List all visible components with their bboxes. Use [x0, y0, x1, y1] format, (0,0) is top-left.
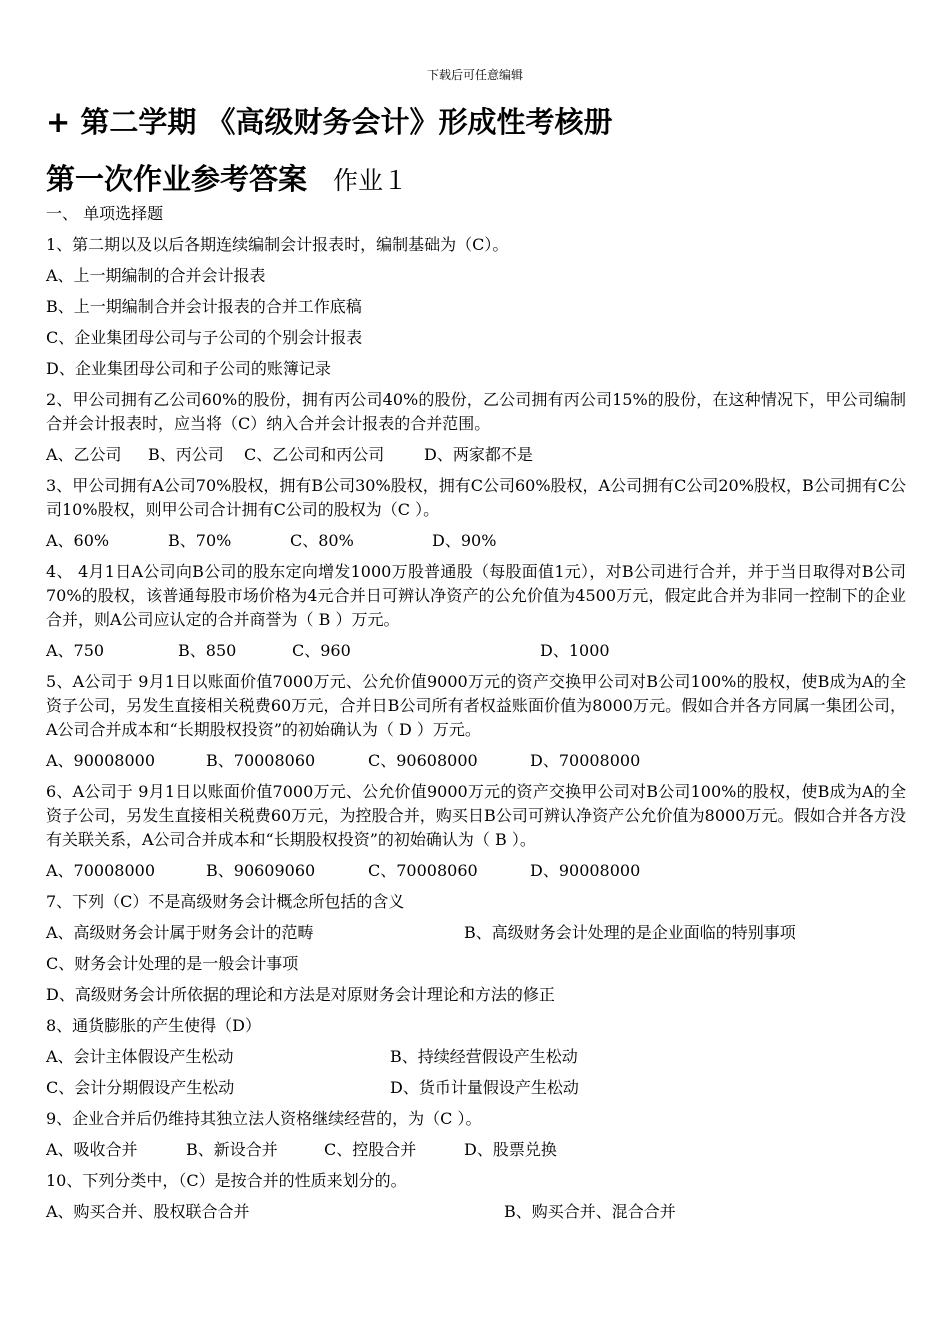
- option-6a: A、70008000: [46, 861, 155, 880]
- option-7c: C、财务会计处理的是一般会计事项: [46, 954, 299, 973]
- option-7d: D、高级财务会计所依据的理论和方法是对原财务会计理论和方法的修正: [46, 985, 555, 1004]
- option-5a: A、90008000: [46, 751, 155, 770]
- option-10b: B、购买合并、混合合并: [504, 1202, 676, 1221]
- option-2a: A、乙公司: [46, 445, 122, 464]
- document-title: + 第二学期 《高级财务会计》形成性考核册: [46, 105, 613, 139]
- option-4a: A、750: [46, 641, 105, 660]
- option-9d: D、股票兑换: [464, 1140, 557, 1159]
- options-6: [46, 859, 906, 883]
- option-5c: C、90608000: [368, 751, 478, 770]
- options-9: [46, 1138, 906, 1162]
- options-8cd: [46, 1076, 906, 1100]
- option-7a: A、高级财务会计属于财务会计的范畴: [46, 923, 314, 942]
- options-8ab: [46, 1045, 906, 1069]
- question-6: 6、A公司于 9月1日以账面价值7000万元、公允价值9000万元的资产交换甲公司对B公司100%的股权，使B成为A的全资子公司，另发生直接相关税费60万元，为控股合并，购买日B公司可辨认净资产公允价值为8000万元。假如合并各方没有关联关系，A公司合并成本和“长期股权投资”的初始确认为（ B ）。: [46, 782, 906, 849]
- section-heading: 一、 单项选择题: [46, 204, 164, 223]
- option-8a: A、会计主体假设产生松动: [46, 1047, 234, 1066]
- option-1b: B、上一期编制合并会计报表的合并工作底稿: [46, 297, 362, 316]
- option-2c: C、乙公司和丙公司: [244, 445, 385, 464]
- options-4: [46, 639, 906, 663]
- option-6d: D、90008000: [530, 861, 641, 880]
- options-5: [46, 749, 906, 773]
- option-3b: B、70%: [168, 531, 232, 550]
- question-3: 3、甲公司拥有A公司70%股权，拥有B公司30%股权，拥有C公司60%股权，A公司拥有C公司20%股权，B公司拥有C公司10%股权，则甲公司合计拥有C公司的股权为（C ）。: [46, 476, 906, 519]
- option-3d: D、90%: [432, 531, 497, 550]
- question-1: 1、第二期以及以后各期连续编制会计报表时，编制基础为（C）。: [46, 235, 509, 254]
- document-subtitle: [46, 157, 408, 198]
- question-list: [46, 202, 906, 1231]
- option-8b: B、持续经营假设产生松动: [390, 1047, 578, 1066]
- option-9b: B、新设合并: [186, 1140, 278, 1159]
- option-8d: D、货币计量假设产生松动: [390, 1078, 579, 1097]
- option-9a: A、吸收合并: [46, 1140, 138, 1159]
- option-3a: A、60%: [46, 531, 110, 550]
- options-10ab: [46, 1200, 906, 1224]
- option-2b: B、丙公司: [148, 445, 224, 464]
- question-5: 5、A公司于 9月1日以账面价值7000万元、公允价值9000万元的资产交换甲公司对B公司100%的股权，使B成为A的全资子公司，另发生直接相关税费60万元，合并日B公司所有者权益账面价值为8000万元。假如合并各方同属一集团公司，A公司合并成本和“长期股权投资”的初始确认为（ D ）万元。: [46, 672, 906, 739]
- option-1c: C、企业集团母公司与子公司的个别会计报表: [46, 328, 363, 347]
- option-6c: C、70008060: [368, 861, 478, 880]
- option-5b: B、70008060: [206, 751, 316, 770]
- option-4c: C、960: [292, 641, 351, 660]
- option-4b: B、850: [178, 641, 237, 660]
- option-7b: B、高级财务会计处理的是企业面临的特别事项: [464, 923, 796, 942]
- question-9: 9、企业合并后仍维持其独立法人资格继续经营的，为（C ）。: [46, 1109, 482, 1128]
- option-5d: D、70008000: [530, 751, 641, 770]
- option-2d: D、两家都不是: [424, 445, 533, 464]
- option-3c: C、80%: [290, 531, 354, 550]
- option-9c: C、控股合并: [324, 1140, 417, 1159]
- header-note: 下载后可任意编辑: [426, 68, 523, 82]
- question-2: 2、甲公司拥有乙公司60%的股份，拥有丙公司40%的股份，乙公司拥有丙公司15%的股份，在这种情况下，甲公司编制合并会计报表时，应当将（C）纳入合并会计报表的合并范围。: [46, 390, 906, 433]
- question-4: 4、 4月1日A公司向B公司的股东定向增发1000万股普通股（每股面值1元），对B公司进行合并，并于当日取得对B公司70%的股权，该普通每股市场价格为4元合并日可辨认净资产的公允价值为4500万元，假定此合并为非同一控制下的企业合并，则A公司应认定的合并商誉为（ B ）万元。: [46, 562, 906, 629]
- option-10a: A、购买合并、股权联合合并: [46, 1202, 250, 1221]
- question-10: 10、下列分类中，（C）是按合并的性质来划分的。: [46, 1171, 407, 1190]
- option-8c: C、会计分期假设产生松动: [46, 1078, 235, 1097]
- options-3: [46, 529, 906, 553]
- option-6b: B、90609060: [206, 861, 316, 880]
- options-7ab: [46, 921, 906, 945]
- option-1a: A、上一期编制的合并会计报表: [46, 266, 266, 285]
- option-1d: D、企业集团母公司和子公司的账簿记录: [46, 359, 331, 378]
- options-2: [46, 443, 906, 467]
- subtitle-assignment: 作业１: [333, 166, 409, 195]
- subtitle-main: 第一次作业参考答案: [46, 162, 308, 196]
- question-7: 7、下列（C）不是高级财务会计概念所包括的含义: [46, 892, 405, 911]
- question-8: 8、通货膨胀的产生使得（D）: [46, 1016, 262, 1035]
- option-4d: D、1000: [540, 641, 610, 660]
